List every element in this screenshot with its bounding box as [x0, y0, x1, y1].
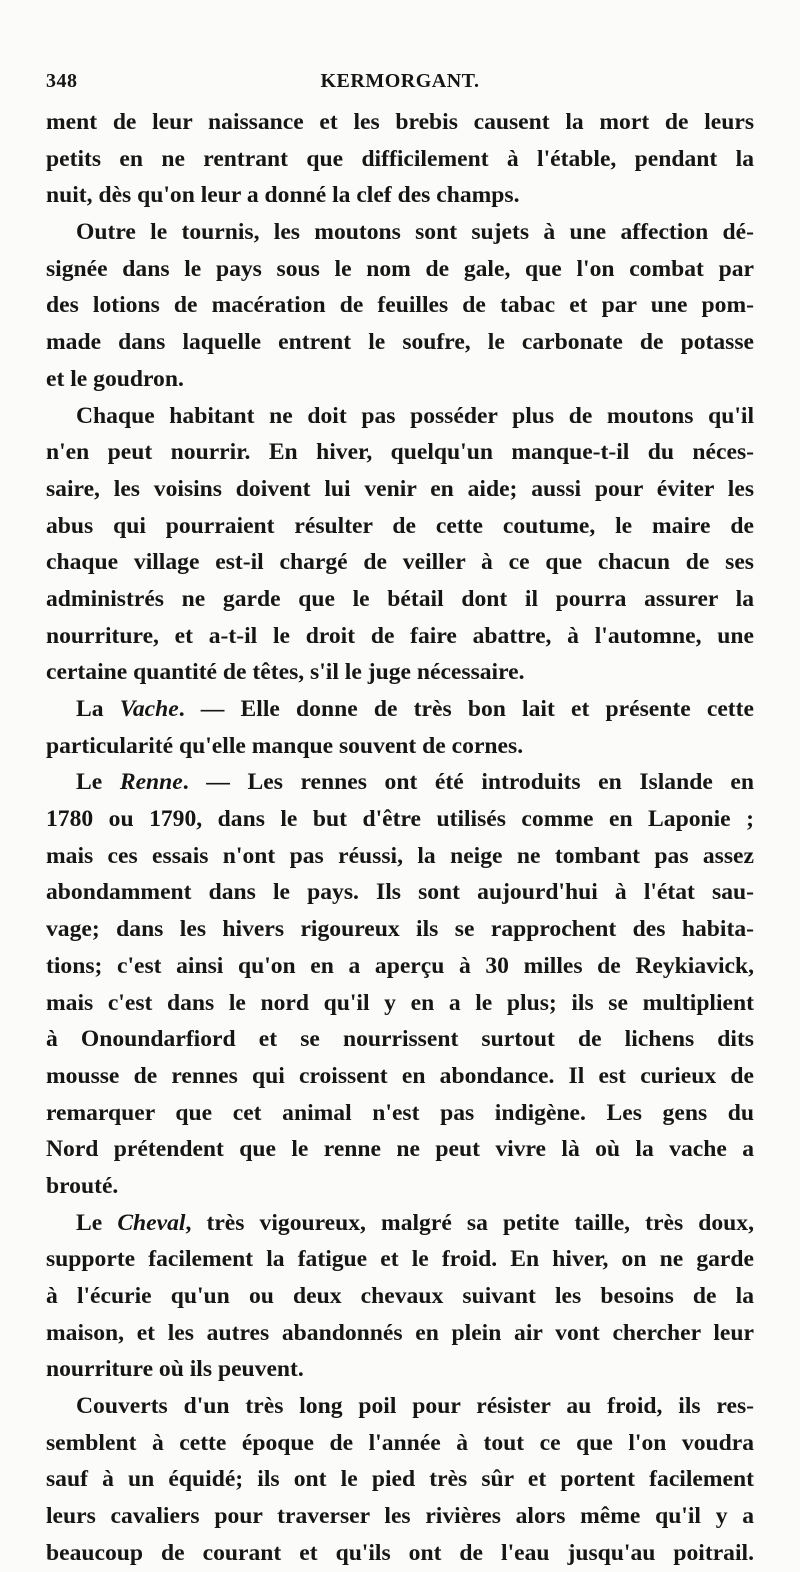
line-text: Couverts d'un très long poil pour résister au froid, ils res- — [76, 1393, 754, 1420]
line-text: certaine quantité de têtes, s'il le juge nécessaire. — [46, 659, 525, 686]
line-text-rest: , très vigoureux, malgré sa petite taille, très doux, — [185, 1209, 754, 1236]
line-text: n'en peut nourrir. En hiver, quelqu'un manque-t-il du néces- — [46, 439, 754, 466]
line-text: abondamment dans le pays. Ils sont aujourd'hui à l'état sau- — [46, 879, 754, 906]
line-text-rest: . — Les rennes ont été introduits en Islande en — [182, 769, 754, 796]
italic-term: Cheval — [117, 1209, 186, 1236]
line-text: mousse de rennes qui croissent en abondance. Il est curieux de — [46, 1062, 754, 1089]
text-line — [46, 471, 754, 508]
text-line — [46, 287, 754, 324]
line-text: semblent à cette époque de l'année à tout ce que l'on voudra — [46, 1429, 754, 1456]
page-number: 348 — [46, 70, 78, 92]
line-text: Le — [76, 1209, 118, 1236]
italic-term: Vache — [119, 696, 179, 722]
text-line — [46, 1131, 754, 1168]
text-line — [46, 618, 754, 655]
line-text: sauf à un équidé; ils ont le pied très sûr et portent facilement — [46, 1466, 754, 1493]
line-text: Outre le tournis, les moutons sont sujets à une affection dé- — [76, 219, 754, 246]
text-line — [46, 1278, 754, 1315]
text-line — [46, 801, 754, 838]
line-text: maison, et les autres abandonnés en plein air vont chercher leur — [46, 1319, 754, 1346]
line-text: nourriture, et a-t-il le droit de faire abattre, à l'automne, une — [46, 622, 754, 649]
text-line — [46, 728, 754, 765]
text-line — [46, 1388, 754, 1425]
text-line — [46, 764, 754, 801]
line-text: La — [76, 696, 120, 722]
text-line — [46, 838, 754, 875]
line-text: tions; c'est ainsi qu'on en a aperçu à 30 milles de Reykiavick, — [46, 952, 754, 979]
line-text: saire, les voisins doivent lui venir en aide; aussi pour éviter les — [46, 475, 754, 502]
running-title: KERMORGANT. — [320, 70, 480, 92]
italic-term: Renne — [119, 769, 183, 796]
line-text: à l'écurie qu'un ou deux chevaux suivant les besoins de la — [46, 1283, 754, 1309]
text-line — [46, 1095, 754, 1132]
text-line — [46, 1058, 754, 1095]
text-line — [46, 1021, 754, 1058]
line-text: nourriture où ils peuvent. — [46, 1356, 304, 1383]
text-line — [46, 948, 754, 985]
line-text: des lotions de macération de feuilles de tabac et par une pom- — [46, 292, 754, 319]
text-line — [46, 104, 754, 141]
line-text: mais ces essais n'ont pas réussi, la neige ne tombant pas assez — [46, 842, 754, 869]
line-text: Le — [76, 769, 120, 796]
text-line — [46, 398, 754, 435]
text-line — [46, 1425, 754, 1462]
line-text: mais c'est dans le nord qu'il y en a le plus; ils se multiplient — [46, 989, 754, 1016]
line-text: brouté. — [46, 1172, 119, 1199]
line-text: 1780 ou 1790, dans le but d'être utilisés comme en Laponie ; — [46, 806, 754, 833]
text-line — [46, 1498, 754, 1535]
text-line — [46, 1168, 754, 1205]
page-header — [46, 70, 754, 104]
text-line — [46, 581, 754, 618]
line-text: petits en ne rentrant que difficilement à l'étable, pendant la — [46, 145, 754, 172]
line-text: supporte facilement la fatigue et le froid. En hiver, on ne garde — [46, 1246, 754, 1273]
line-text: nuit, dès qu'on leur a donné la clef des champs. — [46, 182, 520, 209]
line-text: chaque village est-il chargé de veiller à ce que chacun de ses — [46, 549, 754, 576]
line-text: administrés ne garde que le bétail dont il pourra assurer la — [46, 585, 754, 612]
text-line — [46, 1461, 754, 1498]
text-line — [46, 1315, 754, 1352]
text-line — [46, 251, 754, 288]
line-text: ment de leur naissance et les brebis causent la mort de leurs — [46, 109, 754, 135]
text-line — [46, 911, 754, 948]
line-text: particularité qu'elle manque souvent de cornes. — [46, 732, 524, 759]
line-text: remarquer que cet animal n'est pas indigène. Les gens du — [46, 1099, 754, 1126]
text-line — [46, 141, 754, 178]
text-line — [46, 434, 754, 471]
text-line — [46, 1205, 754, 1242]
text-line — [46, 691, 754, 728]
text-line — [46, 508, 754, 545]
line-text: beaucoup de courant et qu'ils ont de l'eau jusqu'au poitrail. — [46, 1539, 754, 1566]
text-line — [46, 1535, 754, 1572]
line-text: vage; dans les hivers rigoureux ils se rapprochent des habita- — [46, 916, 754, 943]
text-line — [46, 874, 754, 911]
line-text: abus qui pourraient résulter de cette coutume, le maire de — [46, 512, 754, 539]
line-text: leurs cavaliers pour traverser les rivières alors même qu'il y a — [46, 1503, 754, 1530]
line-text: et le goudron. — [46, 365, 184, 392]
line-text: signée dans le pays sous le nom de gale, que l'on combat par — [46, 255, 754, 282]
text-line — [46, 361, 754, 398]
line-text: à Onoundarfiord et se nourrissent surtout de lichens dits — [46, 1026, 754, 1053]
text-line — [46, 324, 754, 361]
text-line — [46, 544, 754, 581]
line-text-rest: . — Elle donne de très bon lait et présente cette — [178, 696, 754, 722]
line-text: Chaque habitant ne doit pas posséder plus de moutons qu'il — [76, 402, 754, 429]
text-line — [46, 177, 754, 214]
line-text: Nord prétendent que le renne ne peut vivre là où la vache a — [46, 1136, 754, 1163]
body-text — [46, 104, 754, 1572]
text-line — [46, 654, 754, 691]
text-line — [46, 1351, 754, 1388]
text-line — [46, 1241, 754, 1278]
text-line — [46, 985, 754, 1022]
line-text: made dans laquelle entrent le soufre, le carbonate de potasse — [46, 329, 754, 356]
text-line — [46, 214, 754, 251]
